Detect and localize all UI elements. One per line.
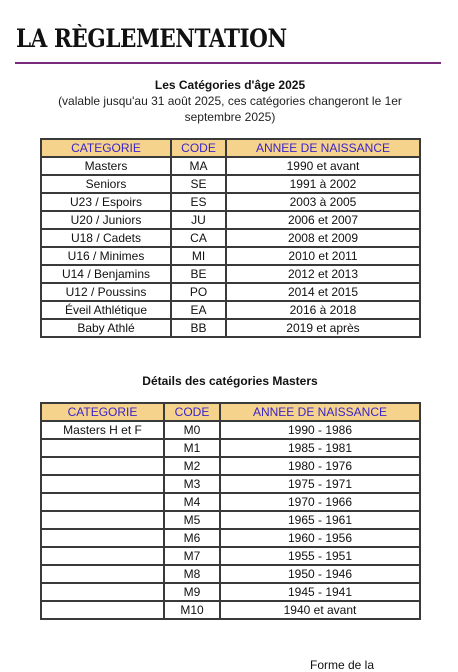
cell-categorie: U23 / Espoirs	[41, 193, 171, 211]
categories-heading: Les Catégories d'âge 2025	[154, 78, 306, 92]
cell-code: EA	[171, 301, 226, 319]
cell-code: BB	[171, 319, 226, 337]
cell-categorie	[41, 511, 164, 529]
cell-categorie	[41, 565, 164, 583]
cell-categorie	[41, 493, 164, 511]
cell-annee: 1965 - 1961	[220, 511, 420, 529]
cell-code: MA	[171, 157, 226, 175]
cell-categorie: Masters	[41, 157, 171, 175]
cell-annee: 2006 et 2007	[226, 211, 420, 229]
column-header-code: CODE	[171, 139, 226, 157]
cell-annee: 1960 - 1956	[220, 529, 420, 547]
table-row	[41, 157, 420, 175]
cell-code: BE	[171, 265, 226, 283]
table-row	[41, 193, 420, 211]
cell-categorie: Seniors	[41, 175, 171, 193]
cell-code: M4	[164, 493, 220, 511]
title-divider	[15, 62, 441, 64]
cell-categorie	[41, 529, 164, 547]
footer-partial-text: Forme de la	[310, 658, 375, 672]
cell-code: M1	[164, 439, 220, 457]
table-row	[41, 565, 420, 583]
cell-code: ES	[171, 193, 226, 211]
cell-annee: 1991 à 2002	[226, 175, 420, 193]
table-row	[41, 493, 420, 511]
categories-note: (valable jusqu'au 31 août 2025, ces catégories changeront le 1er septembre 2025)	[58, 94, 402, 124]
table-row	[41, 511, 420, 529]
cell-code: JU	[171, 211, 226, 229]
table-row	[41, 175, 420, 193]
table-row	[41, 247, 420, 265]
cell-code: CA	[171, 229, 226, 247]
cell-categorie: U18 / Cadets	[41, 229, 171, 247]
cell-annee: 2012 et 2013	[226, 265, 420, 283]
column-header-code: CODE	[164, 403, 220, 421]
cell-categorie: U12 / Poussins	[41, 283, 171, 301]
cell-annee: 2014 et 2015	[226, 283, 420, 301]
cell-code: M8	[164, 565, 220, 583]
cell-categorie	[41, 547, 164, 565]
masters-categories-table	[40, 402, 421, 620]
cell-code: M2	[164, 457, 220, 475]
cell-annee: 1950 - 1946	[220, 565, 420, 583]
column-header-annee: ANNEE DE NAISSANCE	[226, 139, 420, 157]
cell-categorie: U14 / Benjamins	[41, 265, 171, 283]
cell-annee: 2008 et 2009	[226, 229, 420, 247]
cell-categorie: Baby Athlé	[41, 319, 171, 337]
cell-annee: 2003 à 2005	[226, 193, 420, 211]
cell-categorie	[41, 439, 164, 457]
cell-code: M3	[164, 475, 220, 493]
cell-code: SE	[171, 175, 226, 193]
cell-annee: 1990 - 1986	[220, 421, 420, 439]
cell-annee: 2016 à 2018	[226, 301, 420, 319]
cell-categorie: U16 / Minimes	[41, 247, 171, 265]
table-row	[41, 547, 420, 565]
cell-code: M9	[164, 583, 220, 601]
cell-code: PO	[171, 283, 226, 301]
table-row	[41, 439, 420, 457]
cell-annee: 1980 - 1976	[220, 457, 420, 475]
cell-annee: 2010 et 2011	[226, 247, 420, 265]
cell-categorie	[41, 457, 164, 475]
cell-annee: 1975 - 1971	[220, 475, 420, 493]
cell-code: M5	[164, 511, 220, 529]
cell-categorie	[41, 601, 164, 619]
cell-code: MI	[171, 247, 226, 265]
table-row	[41, 529, 420, 547]
table-row	[41, 475, 420, 493]
table-row	[41, 457, 420, 475]
cell-categorie	[41, 583, 164, 601]
table-row	[41, 211, 420, 229]
cell-code: M0	[164, 421, 220, 439]
table-row	[41, 583, 420, 601]
cell-categorie: U20 / Juniors	[41, 211, 171, 229]
age-categories-table	[40, 138, 421, 338]
table-header-row	[41, 139, 420, 157]
cell-annee: 1940 et avant	[220, 601, 420, 619]
cell-categorie: Éveil Athlétique	[41, 301, 171, 319]
cell-code: M6	[164, 529, 220, 547]
cell-code: M10	[164, 601, 220, 619]
cell-categorie: Masters H et F	[41, 421, 164, 439]
table-row	[41, 421, 420, 439]
table-row	[41, 229, 420, 247]
table-header-row	[41, 403, 420, 421]
cell-annee: 2019 et après	[226, 319, 420, 337]
cell-categorie	[41, 475, 164, 493]
table-row	[41, 301, 420, 319]
cell-annee: 1990 et avant	[226, 157, 420, 175]
masters-heading: Détails des catégories Masters	[142, 374, 318, 388]
cell-code: M7	[164, 547, 220, 565]
table-row	[41, 283, 420, 301]
cell-annee: 1985 - 1981	[220, 439, 420, 457]
table-row	[41, 265, 420, 283]
cell-annee: 1955 - 1951	[220, 547, 420, 565]
cell-annee: 1945 - 1941	[220, 583, 420, 601]
column-header-categorie: CATEGORIE	[41, 403, 164, 421]
column-header-annee: ANNEE DE NAISSANCE	[220, 403, 420, 421]
column-header-categorie: CATEGORIE	[41, 139, 171, 157]
cell-annee: 1970 - 1966	[220, 493, 420, 511]
page-title: LA RÈGLEMENTATION	[16, 24, 287, 53]
table-row	[41, 601, 420, 619]
table-row	[41, 319, 420, 337]
